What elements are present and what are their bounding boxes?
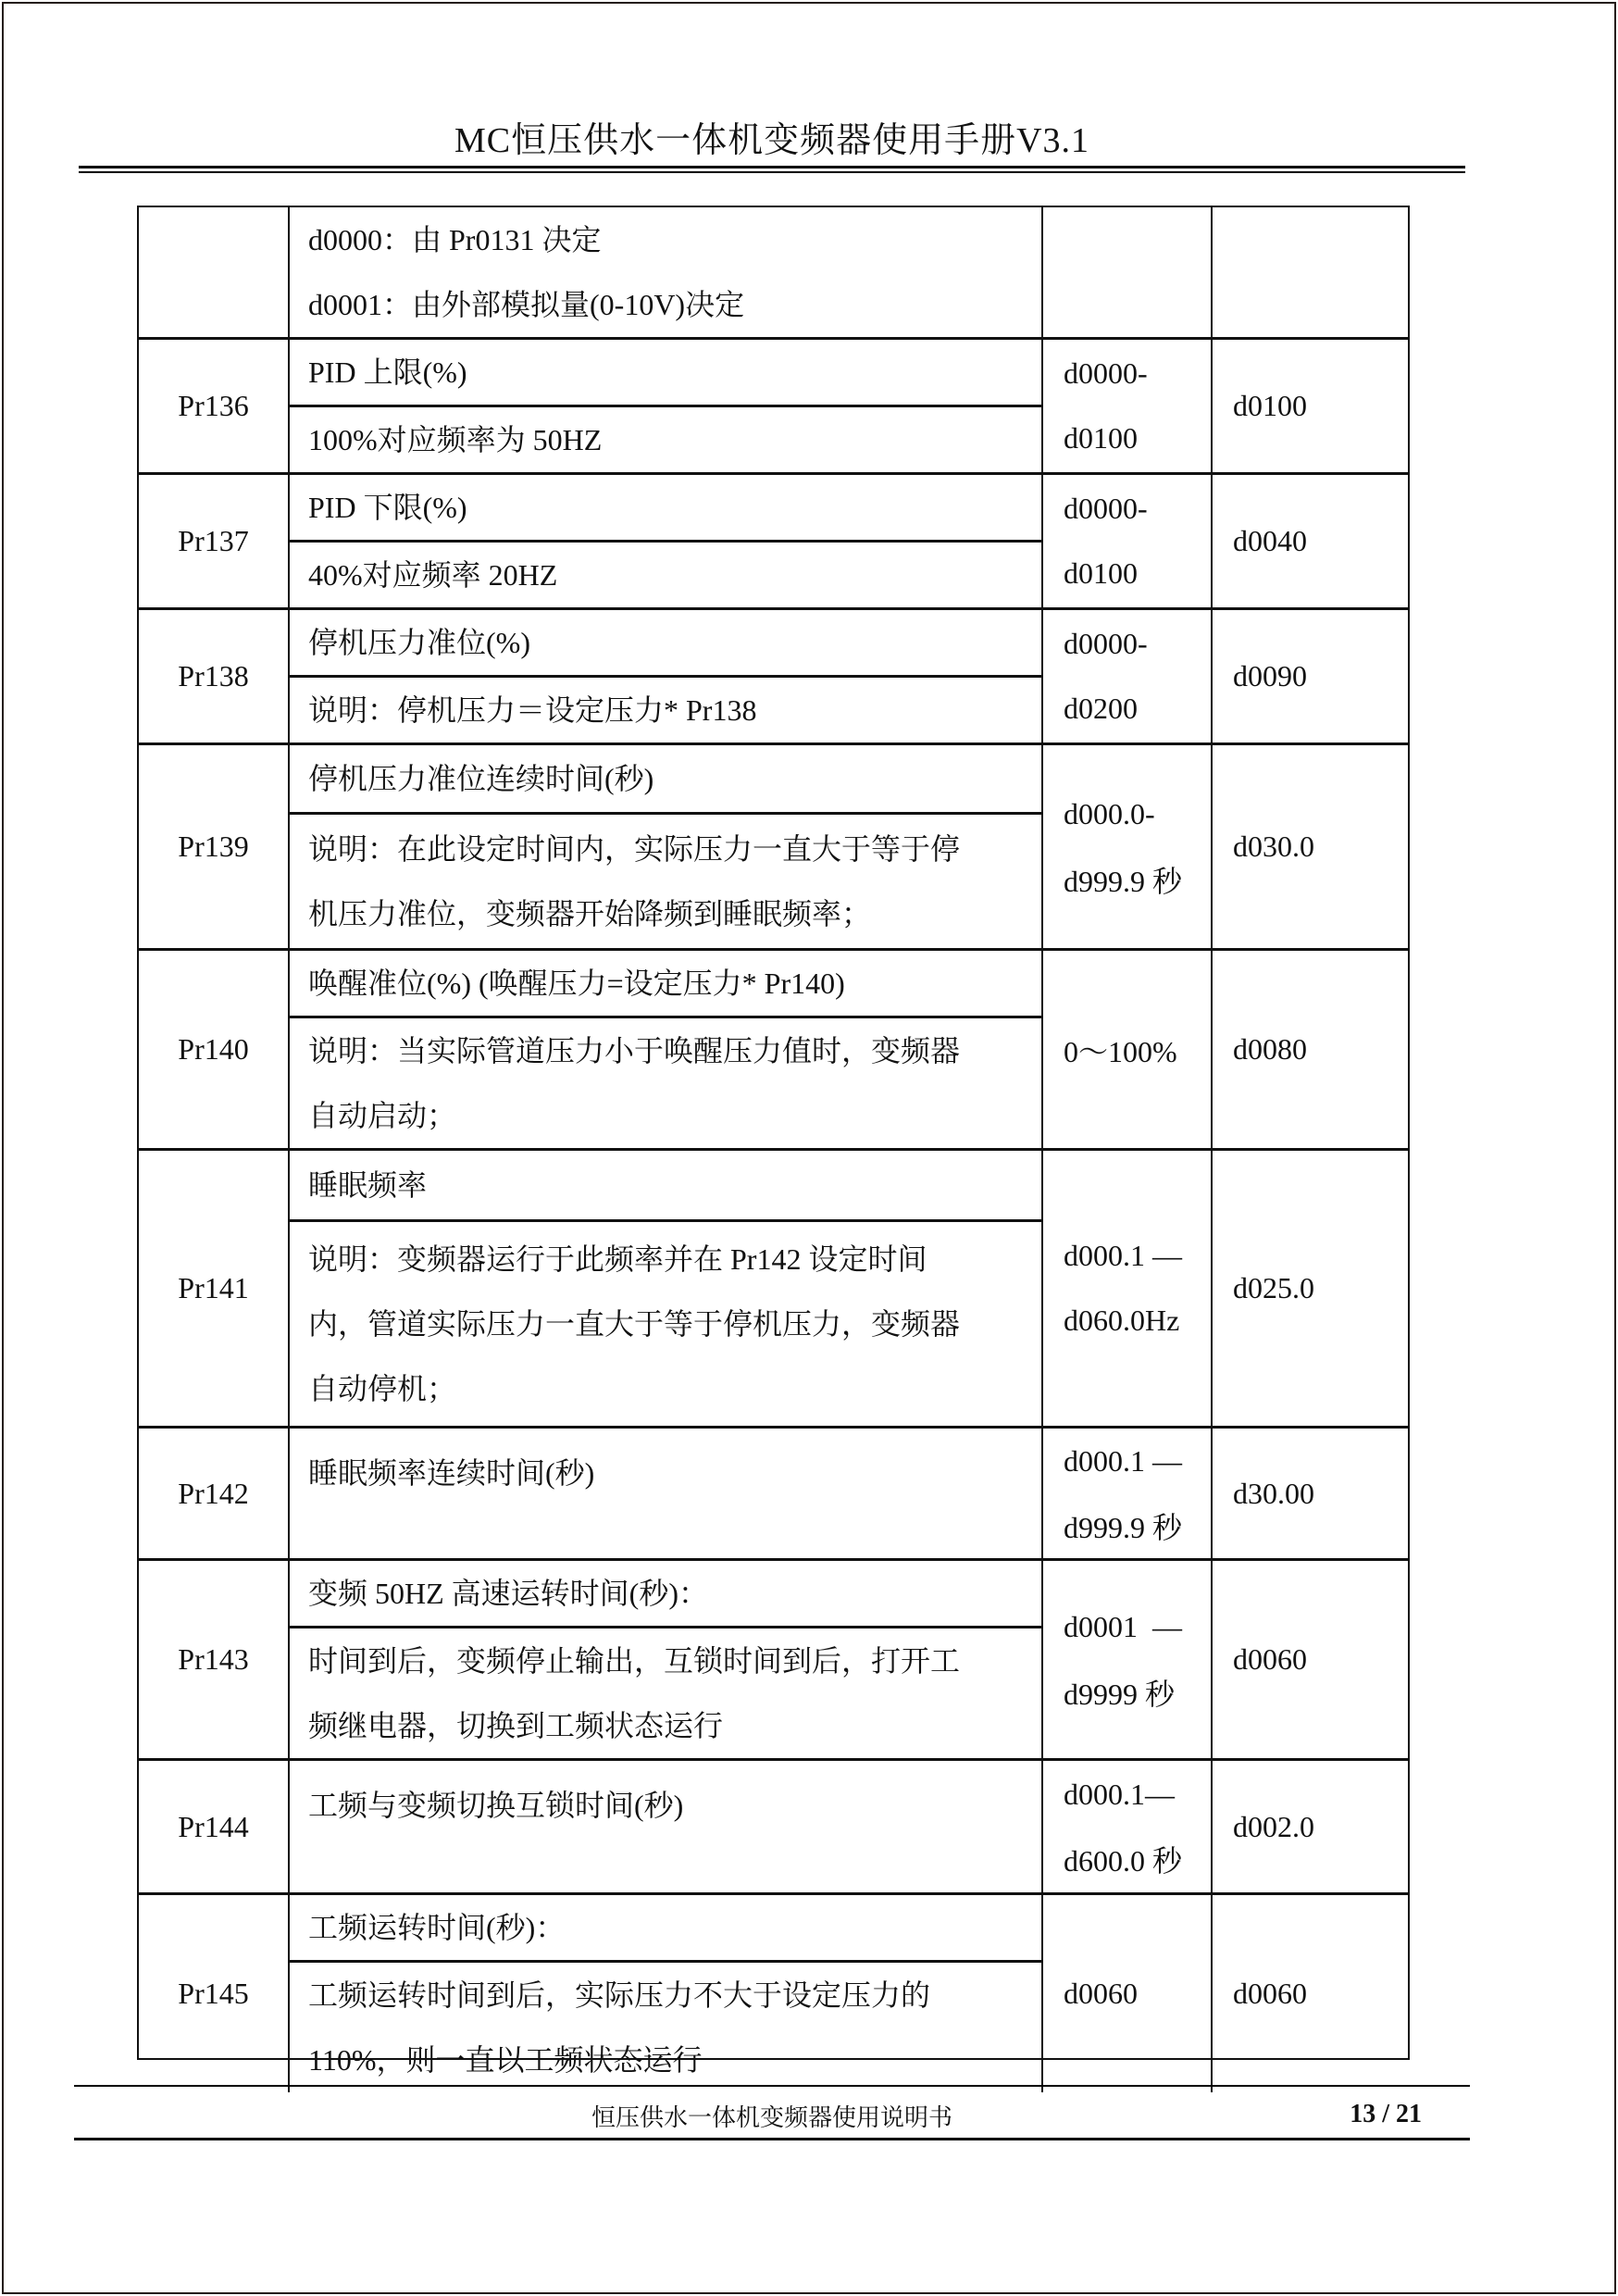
param-description-cell bbox=[290, 1561, 1043, 1758]
description-line: 睡眠频率 bbox=[290, 1151, 1041, 1222]
param-id-cell: Pr142 bbox=[139, 1429, 290, 1558]
table-row bbox=[139, 1761, 1408, 1895]
param-default-cell: d0080 bbox=[1233, 1032, 1307, 1066]
description-line: d0000：由 Pr0131 决定 bbox=[308, 223, 602, 256]
param-id-cell: Pr136 bbox=[139, 340, 290, 472]
description-line: PID 下限(%) bbox=[290, 475, 1041, 543]
param-default-cell: d0090 bbox=[1233, 659, 1307, 693]
description-line: 停机压力准位(%) bbox=[290, 610, 1041, 678]
description-line: 工频运转时间到后，实际压力不大于设定压力的 110%，则一直以工频状态运行 bbox=[308, 1978, 939, 2077]
table-row bbox=[139, 207, 1408, 340]
param-id-cell: Pr141 bbox=[139, 1151, 290, 1426]
footer-page-number: 13 / 21 bbox=[1350, 2100, 1422, 2128]
footer-doc-title: 恒压供水一体机变频器使用说明书 bbox=[591, 2103, 952, 2131]
param-description-cell bbox=[290, 1151, 1043, 1426]
param-description-cell bbox=[290, 475, 1043, 607]
param-default-cell: d030.0 bbox=[1233, 830, 1314, 863]
param-id-cell: Pr140 bbox=[139, 951, 290, 1148]
description-line: 100%对应频率为 50HZ bbox=[308, 423, 603, 456]
param-default-cell: d0100 bbox=[1233, 389, 1307, 422]
param-description-cell bbox=[290, 1429, 1043, 1558]
description-line: 工频与变频切换互锁时间(秒) bbox=[308, 1789, 684, 1822]
param-id-cell: Pr137 bbox=[139, 475, 290, 607]
description-line: d0001：由外部模拟量(0-10V)决定 bbox=[308, 288, 745, 321]
param-default-cell: d0040 bbox=[1233, 524, 1307, 557]
description-line: PID 上限(%) bbox=[290, 340, 1041, 407]
range-line: d060.0Hz bbox=[1064, 1304, 1180, 1337]
param-default-cell: d0060 bbox=[1233, 1977, 1307, 2010]
range-line: d0200 bbox=[1064, 692, 1138, 725]
table-row bbox=[139, 610, 1408, 745]
description-line: 说明：当实际管道压力小于唤醒压力值时，变频器自动启动； bbox=[308, 1034, 961, 1132]
range-line: d999.9 秒 bbox=[1064, 864, 1183, 898]
description-line: 工频运转时间(秒)： bbox=[290, 1895, 1041, 1963]
param-range-cell bbox=[1043, 475, 1213, 607]
description-line: 变频 50HZ 高速运转时间(秒)： bbox=[290, 1561, 1041, 1628]
param-id-cell: Pr143 bbox=[139, 1561, 290, 1758]
param-range-cell bbox=[1043, 951, 1213, 1148]
param-range-cell bbox=[1043, 207, 1213, 337]
range-line: d000.1 — bbox=[1064, 1443, 1182, 1478]
param-range-cell bbox=[1043, 745, 1213, 948]
param-default-cell: d025.0 bbox=[1233, 1271, 1314, 1304]
range-line: d0100 bbox=[1064, 556, 1138, 590]
range-line: d0000- bbox=[1064, 356, 1148, 390]
range-line: d000.1 — bbox=[1064, 1239, 1182, 1272]
description-line: 唤醒准位(%) (唤醒压力=设定压力* Pr140) bbox=[290, 951, 1041, 1018]
table-row bbox=[139, 1151, 1408, 1429]
param-id-cell bbox=[139, 207, 290, 337]
range-line: d000.1— bbox=[1064, 1777, 1175, 1811]
description-line: 说明：在此设定时间内，实际压力一直大于等于停机压力准位，变频器开始降频到睡眠频率； bbox=[308, 832, 961, 930]
range-line: d9999 秒 bbox=[1064, 1677, 1176, 1711]
range-line: d0001 — bbox=[1064, 1610, 1182, 1643]
description-line: 睡眠频率连续时间(秒) bbox=[308, 1456, 595, 1490]
table-row bbox=[139, 1895, 1408, 2092]
table-row bbox=[139, 340, 1408, 475]
description-line: 停机压力准位连续时间(秒) bbox=[290, 745, 1041, 815]
range-line: d0100 bbox=[1064, 421, 1138, 455]
range-line: d000.0- bbox=[1064, 797, 1155, 830]
table-row bbox=[139, 475, 1408, 610]
range-line: d999.9 秒 bbox=[1064, 1511, 1183, 1544]
range-line: d0000- bbox=[1064, 492, 1148, 525]
param-range-cell bbox=[1043, 1895, 1213, 2092]
param-description-cell bbox=[290, 1895, 1043, 2092]
range-line: d0060 bbox=[1064, 1977, 1138, 2010]
description-line: 说明：变频器运行于此频率并在 Pr142 设定时间内，管道实际压力一直大于等于停机压力，变频器自动停机； bbox=[308, 1242, 961, 1405]
range-line: 0～100% bbox=[1064, 1034, 1177, 1068]
param-range-cell bbox=[1043, 1761, 1213, 1892]
description-line: 时间到后，变频停止输出，互锁时间到后，打开工频继电器，切换到工频状态运行 bbox=[308, 1644, 961, 1742]
param-default-cell bbox=[1213, 207, 1408, 337]
param-description-cell bbox=[290, 340, 1043, 472]
param-range-cell bbox=[1043, 1151, 1213, 1426]
range-line: d0000- bbox=[1064, 627, 1148, 660]
description-line: 40%对应频率 20HZ bbox=[308, 558, 558, 592]
title-double-rule bbox=[79, 166, 1465, 173]
table-row bbox=[139, 745, 1408, 951]
range-line: d600.0 秒 bbox=[1064, 1844, 1183, 1878]
param-id-cell: Pr144 bbox=[139, 1761, 290, 1892]
param-description-cell bbox=[290, 610, 1043, 742]
param-description-cell bbox=[290, 1761, 1043, 1892]
table-row bbox=[139, 1429, 1408, 1561]
footer-rule-top bbox=[74, 2085, 1470, 2087]
param-id-cell: Pr139 bbox=[139, 745, 290, 948]
param-range-cell bbox=[1043, 1429, 1213, 1558]
table-row bbox=[139, 951, 1408, 1151]
param-description-cell bbox=[290, 207, 1043, 337]
param-description-cell bbox=[290, 951, 1043, 1148]
parameter-table bbox=[137, 206, 1410, 2077]
param-id-cell: Pr145 bbox=[139, 1895, 290, 2092]
param-default-cell: d0060 bbox=[1233, 1642, 1307, 1676]
table-row bbox=[139, 1561, 1408, 1761]
param-range-cell bbox=[1043, 1561, 1213, 1758]
description-line: 说明：停机压力＝设定压力* Pr138 bbox=[308, 693, 757, 727]
param-default-cell: d002.0 bbox=[1233, 1809, 1314, 1843]
page-title: MC恒压供水一体机变频器使用手册V3.1 bbox=[454, 121, 1090, 160]
param-default-cell: d30.00 bbox=[1233, 1476, 1314, 1510]
param-id-cell: Pr138 bbox=[139, 610, 290, 742]
param-range-cell bbox=[1043, 340, 1213, 472]
param-description-cell bbox=[290, 745, 1043, 948]
param-range-cell bbox=[1043, 610, 1213, 742]
footer-rule-bottom bbox=[74, 2138, 1470, 2140]
